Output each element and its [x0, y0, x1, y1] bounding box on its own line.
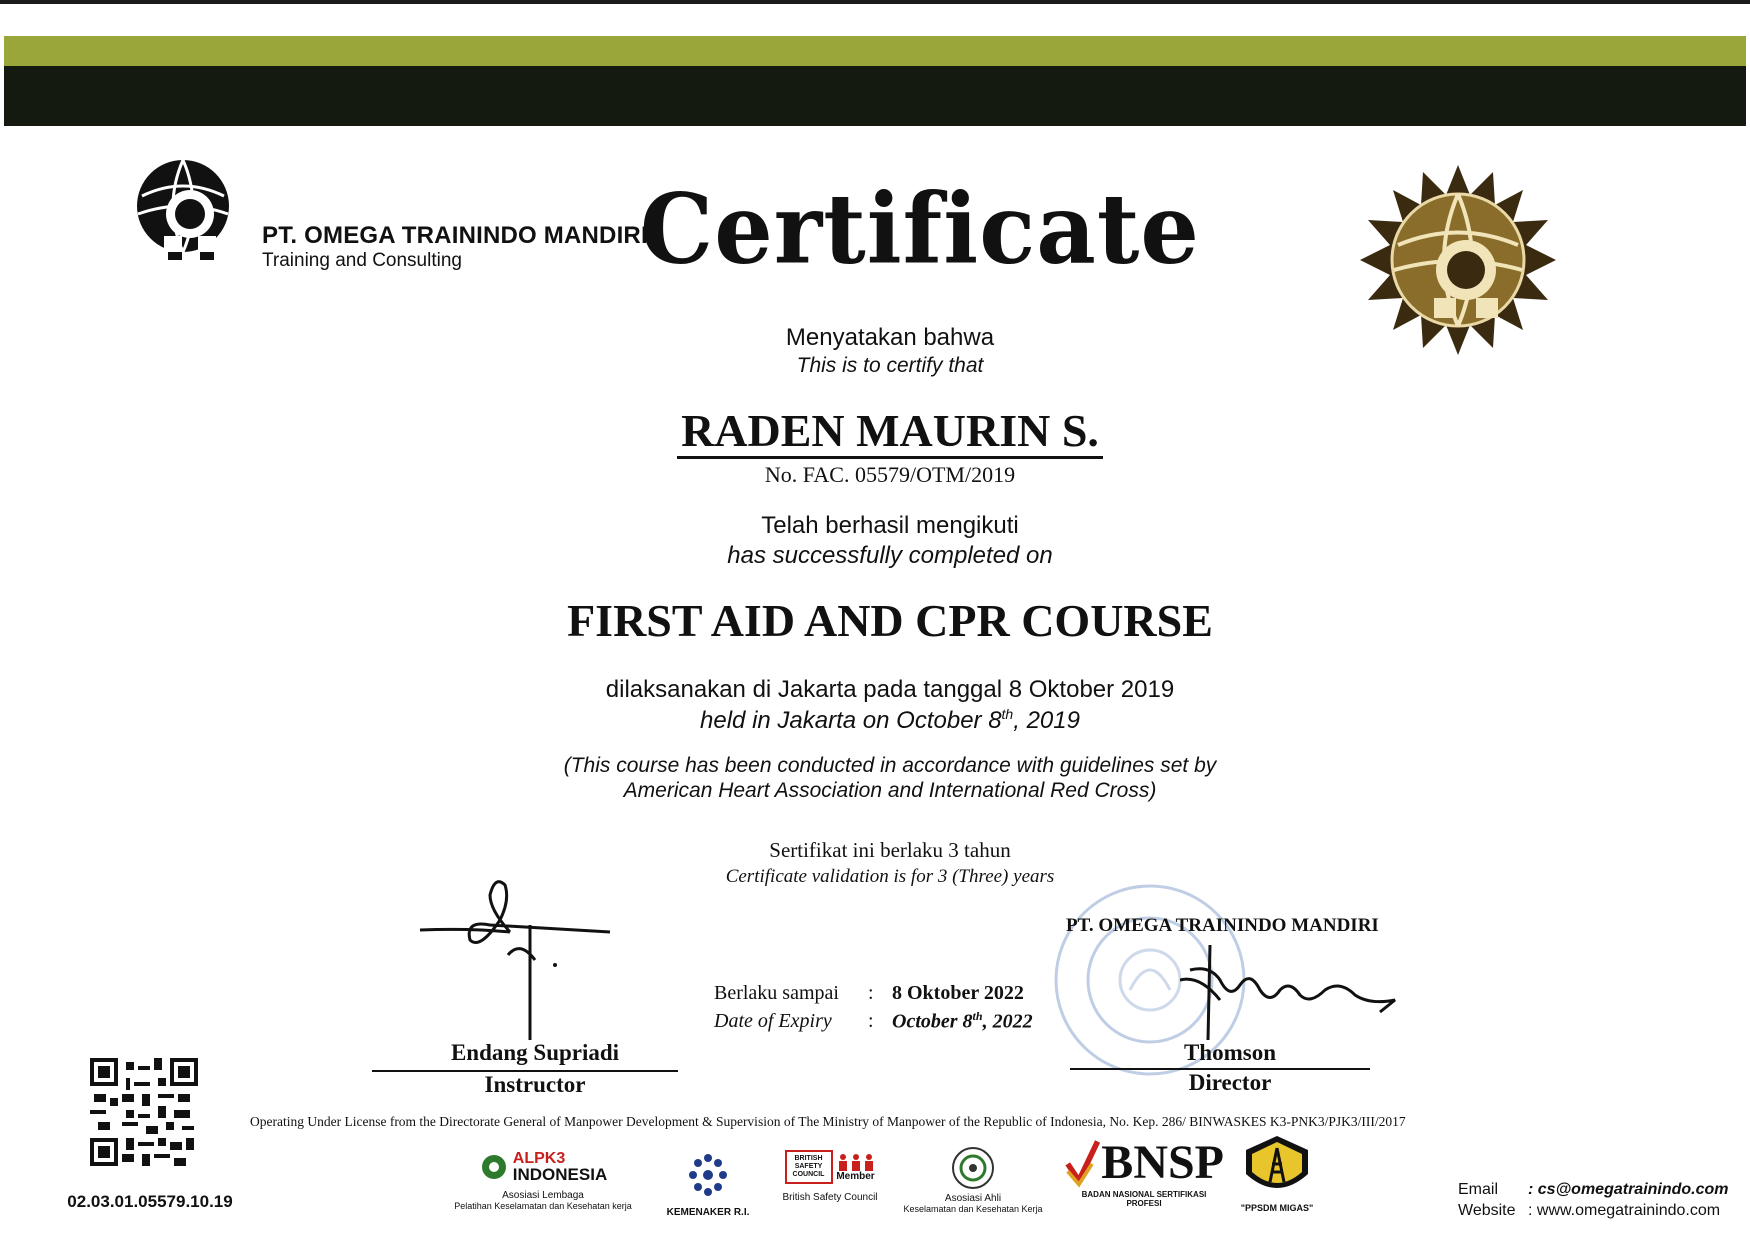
ppsdm-migas-logo: [1222, 1134, 1332, 1213]
course-name: FIRST AID AND CPR COURSE: [567, 595, 1213, 646]
validity-line-indonesian: Sertifikat ini berlaku 3 tahun: [769, 838, 1011, 862]
top-edge-band: [0, 0, 1750, 4]
director-signature-icon: [1180, 940, 1410, 1050]
website-value: : www.omegatrainindo.com: [1528, 1202, 1721, 1219]
instructor-name: Endang Supriadi: [450, 1040, 620, 1065]
asosiasi-ahli-emblem-icon: [951, 1146, 995, 1190]
kemenaker-logo: [658, 1150, 758, 1218]
expiry-value-indonesian: 8 Oktober 2022: [892, 982, 1024, 1004]
expiry-en-prefix: October 8: [892, 1010, 973, 1033]
kemenaker-caption: KEMENAKER R.I.: [666, 1207, 750, 1218]
expiry-separator: :: [868, 982, 874, 1004]
dark-header-band: [4, 66, 1746, 126]
expiry-en-suffix: , 2022: [982, 1010, 1033, 1033]
omega-gold-seal-icon: [1358, 160, 1558, 360]
email-label: Email: [1458, 1181, 1499, 1198]
bsc-member: Member: [836, 1170, 875, 1182]
qr-code-id: 02.03.01.05579.10.19: [67, 1192, 233, 1211]
certificate-number: No. FAC. 05579/OTM/2019: [764, 462, 1016, 487]
held-en-prefix: held in Jakarta on October 8: [700, 707, 1002, 734]
qr-code-icon: [90, 1058, 198, 1166]
course-held-english: [440, 706, 1340, 735]
held-en-sup: th: [1001, 706, 1014, 722]
expiry-en-sup: th: [972, 1009, 983, 1023]
alpk3-logo: [432, 1150, 654, 1211]
expiry-label-indonesian: Berlaku sampai: [714, 982, 839, 1004]
asosiasi-ahli-logo: [888, 1146, 1058, 1214]
course-note-line2: American Heart Association and International Red Cross): [623, 779, 1157, 802]
expiry-row-english: [714, 1007, 1039, 1036]
ppsdm-migas-emblem-icon: [1242, 1134, 1312, 1200]
director-role: Director: [1188, 1070, 1272, 1095]
aa-caption1: Asosiasi Ahli: [944, 1193, 1002, 1204]
aa-caption2: Keselamatan dan Kesehatan Kerja: [903, 1204, 1043, 1214]
bnsp-check-icon: [1064, 1134, 1101, 1190]
alpk3-caption1: Asosiasi Lembaga: [502, 1190, 584, 1201]
alpk3-sub: INDONESIA: [512, 1165, 608, 1184]
expiry-table: [714, 980, 1039, 1036]
omega-globe-logo-icon: [128, 156, 248, 268]
held-en-suffix: , 2019: [1013, 707, 1080, 734]
contact-website: [1458, 1202, 1720, 1220]
alpk3-gear-icon: [479, 1150, 509, 1184]
completed-line-indonesian: Telah berhasil mengikuti: [761, 512, 1019, 539]
bnsp-name: BNSP: [1101, 1135, 1224, 1189]
company-tagline: Training and Consulting: [262, 250, 462, 271]
course-note-line1: (This course has been conducted in accordance with guidelines set by: [563, 754, 1217, 777]
instructor-role: Instructor: [484, 1072, 586, 1097]
expiry-row-indonesian: [714, 980, 1039, 1007]
contact-email: [1458, 1181, 1729, 1199]
certificate-title: Certificate: [640, 172, 1200, 286]
license-text: Operating Under License from the Directorate General of Manpower Development & Supervision of The Ministry of Manpower of the Republic of Indonesia, No. Kep. 286/ BINWASKES K3-PNK3/PJK3/III/2017: [250, 1114, 1406, 1129]
certify-line-indonesian: Menyatakan bahwa: [785, 324, 995, 351]
email-value: : cs@omegatrainindo.com: [1528, 1181, 1729, 1198]
bnsp-logo: [1064, 1134, 1224, 1208]
expiry-separator: :: [868, 1009, 874, 1032]
olive-header-band: [4, 36, 1746, 66]
instructor-signature-icon: [410, 870, 630, 1050]
certify-line-english: This is to certify that: [796, 354, 984, 377]
validity-line-english: Certificate validation is for 3 (Three) years: [725, 866, 1055, 887]
recipient-name: [630, 404, 1150, 457]
expiry-label-english: Date of Expiry: [714, 1009, 832, 1032]
completed-line-english: has successfully completed on: [727, 542, 1053, 569]
alpk3-title: ALPK3: [512, 1150, 566, 1167]
recipient-name-text: RADEN MAURIN S.: [677, 405, 1103, 459]
alpk3-caption2: Pelatihan Keselamatan dan Kesehatan kerja: [454, 1201, 632, 1211]
ppsdm-caption: "PPSDM MIGAS": [1240, 1203, 1314, 1213]
british-safety-council-logo: [770, 1150, 890, 1203]
course-held-indonesian: dilaksanakan di Jakarta pada tanggal 8 Oktober 2019: [605, 676, 1175, 703]
director-company: PT. OMEGA TRAININDO MANDIRI: [1066, 915, 1379, 936]
bsc-badge: BRITISH SAFETY COUNCIL: [785, 1150, 833, 1184]
website-label: Website: [1458, 1202, 1516, 1219]
expiry-value-english: [892, 1007, 1039, 1036]
company-name: PT. OMEGA TRAININDO MANDIRI: [262, 222, 648, 249]
director-name: Thomson: [1183, 1040, 1277, 1065]
kemenaker-emblem-icon: [683, 1150, 733, 1200]
bnsp-caption: BADAN NASIONAL SERTIFIKASI PROFESI: [1081, 1190, 1207, 1208]
bsc-caption: British Safety Council: [782, 1192, 878, 1203]
bsc-people-icon: [836, 1153, 876, 1171]
